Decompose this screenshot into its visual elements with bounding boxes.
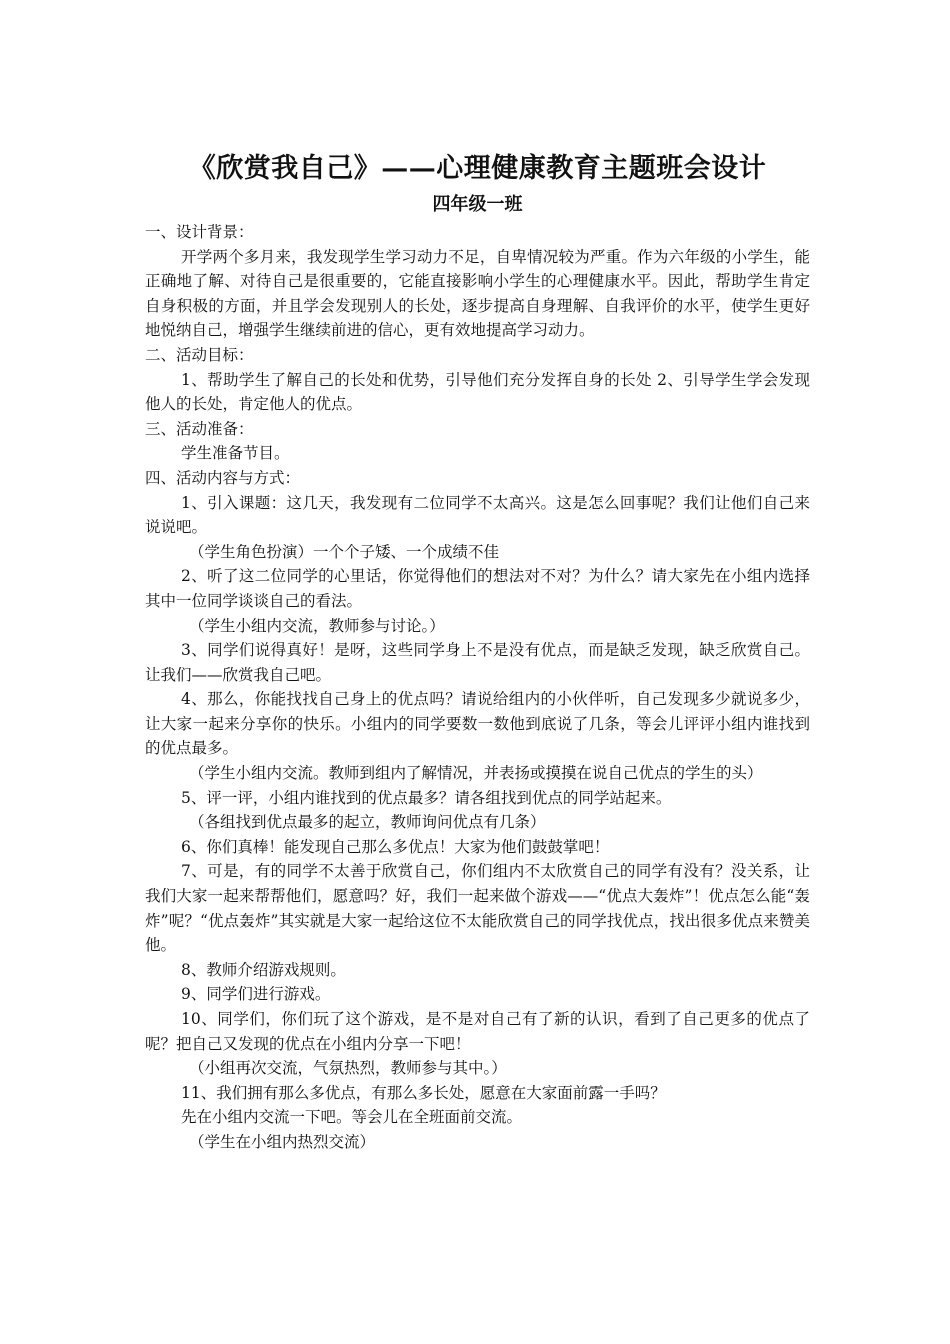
paragraph: 10、同学们，你们玩了这个游戏，是不是对自己有了新的认识，看到了自己更多的优点了呢？把自己又发现的优点在小组内分享一下吧！: [145, 1010, 810, 1053]
paragraph: （学生角色扮演）一个个子矮、一个成绩不佳: [189, 542, 500, 561]
paragraph: （学生小组内交流。教师到组内了解情况，并表扬或摸摸在说自己优点的学生的头）: [189, 764, 763, 783]
paragraph: 9、同学们进行游戏。: [181, 985, 331, 1004]
paragraph: （各组找到优点最多的起立，教师询问优点有几条）: [189, 813, 546, 832]
section-heading: 一、设计背景：: [145, 223, 254, 241]
paragraph: 11、我们拥有那么多优点，有那么多长处，愿意在大家面前露一手吗？: [181, 1083, 666, 1102]
paragraph: 5、评一评，小组内谁找到的优点最多？请各组找到优点的同学站起来。: [181, 788, 672, 807]
section-heading: 四、活动内容与方式：: [145, 468, 301, 487]
section-heading: 三、活动准备：: [145, 419, 254, 438]
document-body: [145, 220, 810, 1155]
paragraph: 3、同学们说得真好！是呀，这些同学身上不是没有优点，而是缺乏发现，缺乏欣赏自己。让我们——欣赏我自己吧。: [145, 641, 810, 684]
paragraph: 4、那么，你能找找自己身上的优点吗？请说给组内的小伙伴听，自己发现多少就说多少，让大家一起来分享你的快乐。小组内的同学要数一数他到底说了几条，等会儿评评小组内谁找到的优点最多。: [145, 690, 810, 758]
paragraph: 2、听了这二位同学的心里话，你觉得他们的想法对不对？为什么？请大家先在小组内选择其中一位同学谈谈自己的看法。: [145, 567, 810, 610]
paragraph: 7、可是，有的同学不太善于欣赏自己，你们组内不太欣赏自己的同学有没有？没关系，让我们大家一起来帮帮他们，愿意吗？好，我们一起来做个游戏——“优点大轰炸”！优点怎么能“轰炸”呢？“优点轰炸”其实就是大家一起给这位不太能欣赏自己的同学找优点，找出很多优点来赞美他。: [145, 862, 810, 955]
paragraph: 开学两个多月来，我发现学生学习动力不足，自卑情况较为严重。作为六年级的小学生，能正确地了解、对待自己是很重要的，它能直接影响小学生的心理健康水平。因此，帮助学生肯定自身积极的方面，并且学会发现别人的长处，逐步提高自身理解、自我评价的水平，使学生更好地悦纳自己，增强学生继续前进的信心，更有效地提高学习动力。: [145, 247, 810, 340]
paragraph: 8、教师介绍游戏规则。: [181, 960, 346, 979]
paragraph: 1、帮助学生了解自己的长处和优势，引导他们充分发挥自身的长处 2、引导学生学会发现他人的长处，肯定他人的优点。: [145, 370, 810, 414]
paragraph: （学生小组内交流，教师参与讨论。）: [189, 616, 445, 635]
paragraph: 先在小组内交流一下吧。等会儿在全班面前交流。: [181, 1108, 523, 1127]
document-page: [145, 150, 810, 1155]
paragraph: （学生在小组内热烈交流）: [189, 1132, 376, 1151]
paragraph: 1、引入课题：这几天，我发现有二位同学不太高兴。这是怎么回事呢？我们让他们自己来说说吧。: [145, 493, 810, 537]
paragraph: 6、你们真棒！能发现自己那么多优点！大家为他们鼓鼓掌吧！: [181, 837, 610, 856]
document-title: 《欣赏我自己》——心理健康教育主题班会设计: [188, 153, 767, 184]
document-subtitle: 四年级一班: [432, 194, 523, 215]
section-heading: 二、活动目标：: [145, 345, 254, 364]
paragraph: 学生准备节目。: [181, 444, 290, 463]
paragraph: （小组再次交流，气氛热烈，教师参与其中。）: [189, 1059, 507, 1078]
